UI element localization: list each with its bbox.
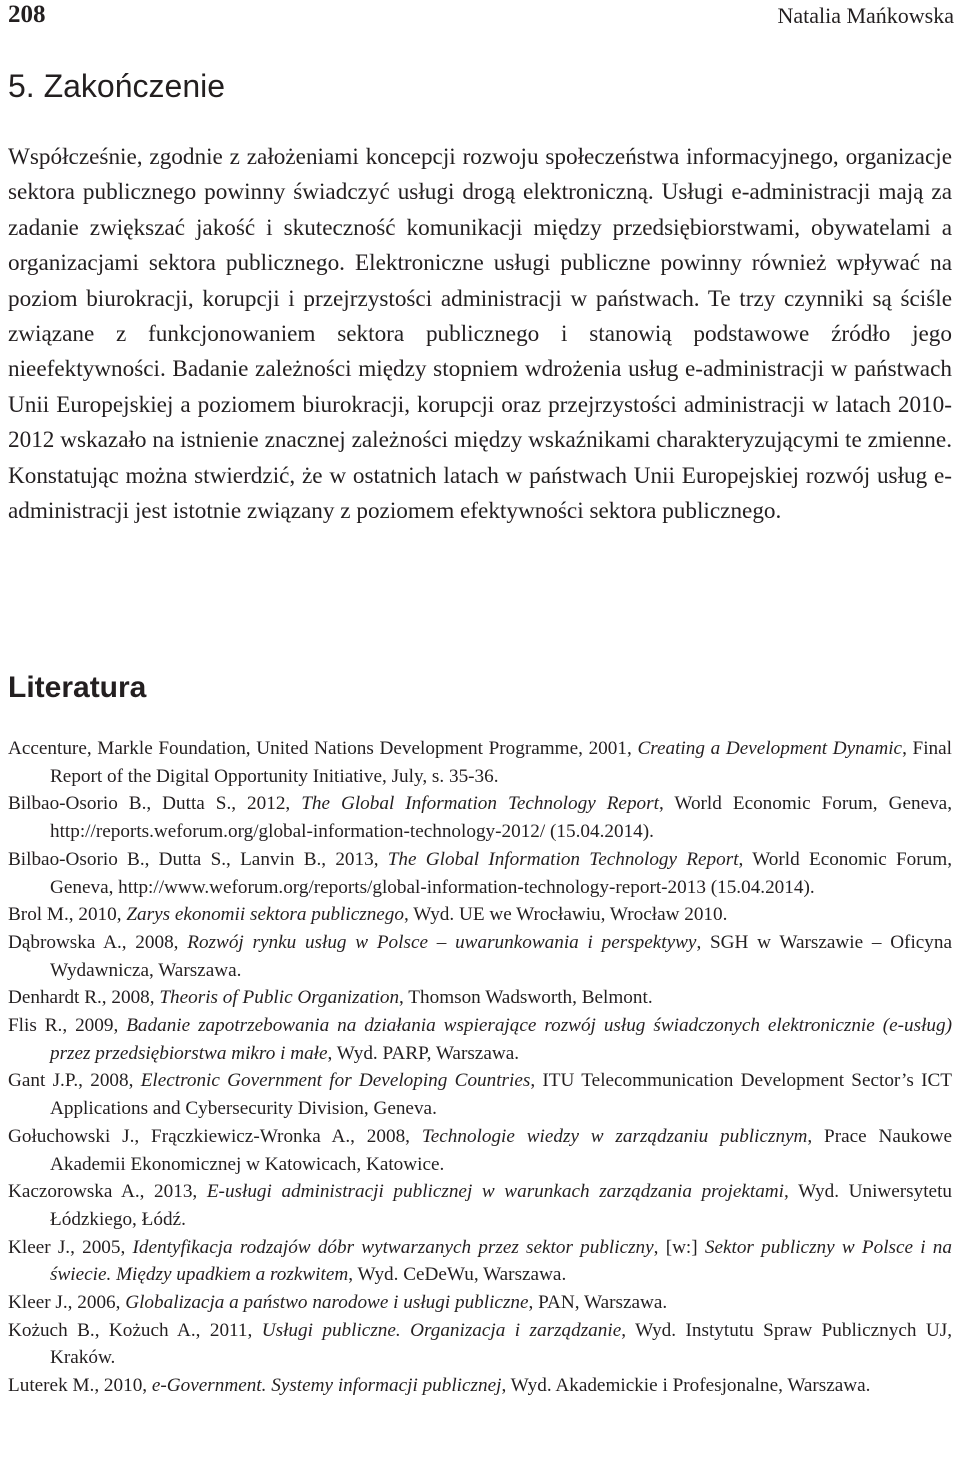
reference-item xyxy=(8,1067,952,1122)
reference-authors: Kaczorowska A., 2013, xyxy=(8,1181,207,1203)
reference-title: Creating a Development Dynamic xyxy=(637,738,903,759)
reference-title: Badanie zapotrzebowania na działania wspierające rozwój usług świadczonych elektronicznie (e-usług) przez przedsiębiorstwa mikro i małe xyxy=(50,1015,952,1064)
reference-item xyxy=(8,1123,952,1178)
reference-publisher: , Wyd. UE we Wrocławiu, Wrocław 2010. xyxy=(404,904,728,926)
reference-publisher: , PAN, Warszawa. xyxy=(528,1292,668,1314)
reference-authors: Bilbao-Osorio B., Dutta S., Lanvin B., 2013, xyxy=(8,848,388,870)
conclusion-paragraph: Współcześnie, zgodnie z założeniami koncepcji rozwoju społeczeństwa informacyjnego, organizacje sektora publicznego powinny świadczyć usługi drogą elektroniczną. Usługi e-administracji mają za zadanie zwiększać jakość i skuteczność komunikacji między przedsiębiorstwami, obywatelami a organizacjami sektora publicznego. Elektroniczne usługi publiczne powinny również wpływać na poziom biurokracji, korupcji i przejrzystości administracji w państwach. Te trzy czynniki są ściśle związane z funkcjonowaniem sektora publicznego i stanowią podstawowe źródło jego nieefektywności. Badanie zależności między stopniem wdrożenia usług e-administracji w państwach Unii Europejskiej a poziomem biurokracji, korupcji oraz przejrzystości administracji w latach 2010-2012 wskazało na istnienie znacznej zależności między wskaźnikami charakteryzującymi te zmienne. Konstatując można stwierdzić, że w ostatnich latach w państwach Unii Europejskiej rozwój usług e-administracji jest istotnie związany z poziomem efektywności sektora publicznego. xyxy=(8,144,952,525)
running-header xyxy=(8,0,954,34)
page-number: 208 xyxy=(8,1,46,28)
reference-authors: Accenture, Markle Foundation, United Nations Development Programme, 2001, xyxy=(8,738,638,759)
reference-title: Globalizacja a państwo narodowe i usługi publiczne xyxy=(125,1292,529,1314)
reference-authors: Gant J.P., 2008, xyxy=(8,1070,141,1092)
reference-title: E-usługi administracji publicznej w warunkach zarządzania projektami xyxy=(206,1181,784,1203)
reference-title: The Global Information Technology Report xyxy=(387,848,739,870)
reference-item xyxy=(8,1234,952,1289)
reference-item xyxy=(8,1178,952,1233)
reference-publisher: , Wyd. Akademickie i Profesjonalne, Warszawa. xyxy=(501,1375,871,1397)
reference-authors: Kleer J., 2006, xyxy=(8,1292,126,1314)
reference-title: Technologie wiedzy w zarządzaniu publicznym xyxy=(421,1125,808,1147)
reference-publisher: , Wyd. CeDeWu, Warszawa. xyxy=(348,1264,567,1286)
reference-item xyxy=(8,790,952,845)
reference-publisher: , Final Report of the Digital Opportunity Initiative, July, s. 35-36. xyxy=(50,738,952,787)
reference-item xyxy=(8,735,952,790)
reference-authors: Brol M., 2010, xyxy=(8,904,127,926)
reference-title: Electronic Government for Developing Countries xyxy=(140,1070,531,1092)
reference-item xyxy=(8,901,952,929)
section-heading: 5. Zakończenie xyxy=(8,68,226,104)
reference-publisher: , World Economic Forum, Geneva, http://reports.weforum.org/global-information-technology-2012/ (15.04.2014). xyxy=(50,793,952,843)
reference-in: , [w:] xyxy=(653,1236,705,1258)
literature-heading: Literatura xyxy=(8,671,147,704)
reference-title-collection: Sektor publiczny w Polsce i na świecie. Między upadkiem a rozkwitem xyxy=(50,1236,952,1286)
reference-publisher: , Wyd. Instytutu Spraw Publicznych UJ, Kraków. xyxy=(50,1319,953,1369)
reference-title: Identyfikacja rodzajów dóbr wytwarzanych przez sektor publiczny xyxy=(132,1236,654,1258)
reference-authors: Kożuch B., Kożuch A., 2011, xyxy=(8,1319,262,1341)
reference-title: Usługi publiczne. Organizacja i zarządzanie xyxy=(261,1319,622,1341)
reference-publisher: , ITU Telecommunication Development Sector’s ICT Applications and Cybersecurity Division, Geneva. xyxy=(50,1070,953,1120)
reference-publisher: , SGH w Warszawie – Oficyna Wydawnicza, Warszawa. xyxy=(50,931,952,981)
reference-item xyxy=(8,984,952,1012)
reference-item xyxy=(8,1372,952,1400)
reference-list xyxy=(8,735,952,1400)
reference-item xyxy=(8,1012,952,1067)
reference-authors: Luterek M., 2010, xyxy=(8,1375,152,1397)
reference-title: Rozwój rynku usług w Polsce – uwarunkowania i perspektywy xyxy=(187,931,697,953)
reference-publisher: , Thomson Wadsworth, Belmont. xyxy=(399,987,653,1009)
reference-item xyxy=(8,1289,952,1317)
reference-publisher: , Wyd. PARP, Warszawa. xyxy=(327,1042,520,1064)
reference-title: Zarys ekonomii sektora publicznego xyxy=(126,904,404,926)
reference-item xyxy=(8,1317,952,1372)
reference-publisher: , Wyd. Uniwersytetu Łódzkiego, Łódź. xyxy=(50,1181,952,1230)
reference-item xyxy=(8,929,952,984)
running-header-author: Natalia Mańkowska xyxy=(777,3,954,28)
reference-publisher: , Prace Naukowe Akademii Ekonomicznej w Katowicach, Katowice. xyxy=(50,1125,953,1175)
reference-authors: Dąbrowska A., 2008, xyxy=(8,931,188,953)
reference-item xyxy=(8,846,952,901)
reference-title: e-Government. Systemy informacji publicznej xyxy=(151,1375,502,1397)
reference-authors: Bilbao-Osorio B., Dutta S., 2012, xyxy=(8,793,302,815)
reference-authors: Flis R., 2009, xyxy=(8,1015,127,1037)
reference-authors: Denhardt R., 2008, xyxy=(8,987,160,1009)
reference-authors: Kleer J., 2005, xyxy=(8,1236,133,1258)
reference-publisher: , World Economic Forum, Geneva, http://www.weforum.org/reports/global-information-technology-report-2013 (15.04.2014). xyxy=(50,848,952,898)
reference-title: Theoris of Public Organization xyxy=(159,987,400,1009)
reference-title: The Global Information Technology Report xyxy=(301,793,659,815)
reference-authors: Gołuchowski J., Frączkiewicz-Wronka A., 2008, xyxy=(8,1125,422,1147)
